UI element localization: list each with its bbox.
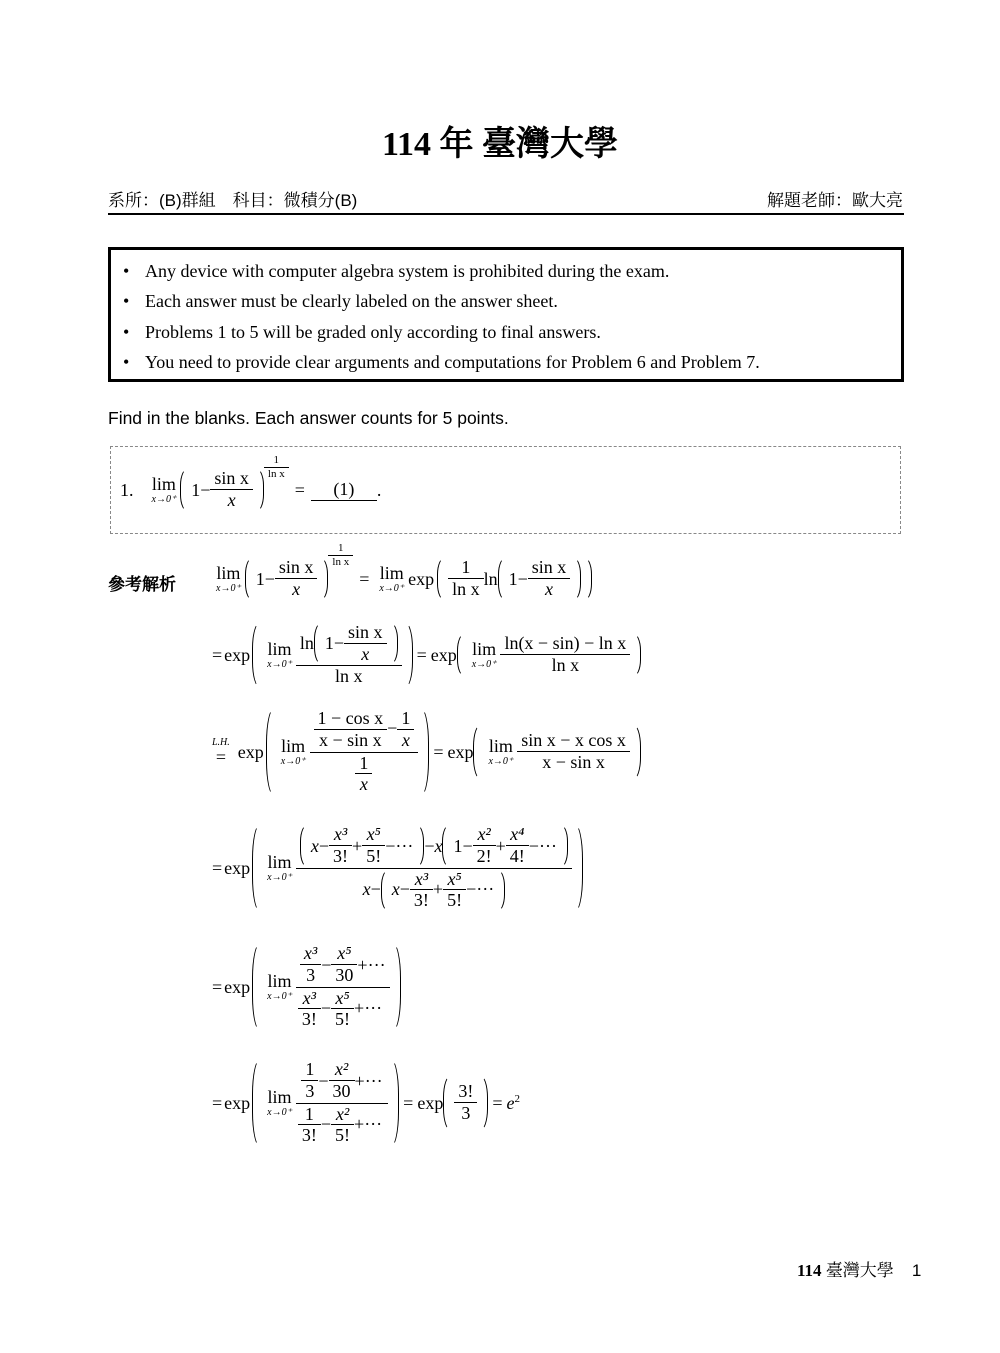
instruction: Find in the blanks. Each answer counts for 5 points. [108, 408, 509, 428]
solution-step-6: = exp lim x→0⁺ $\frac{1}{3}$ − $\frac{\text{x²}}{30}$ + ··· $\frac{1}{3!}$ − $\frac{\text{x²}}{5!}$ + ··· = exp $\frac{3!}{3}$ = $e^2$ [212, 1059, 520, 1146]
header-divider [108, 213, 904, 215]
solution-step-1: lim x→0⁺ 1 − $\frac{\text{sin x}}{x}$ $\frac{1}{\text{ln x}}$ = lim x→0⁺ exp $\frac{1}{\text{ln x}}$ ln 1 − $\frac{\text{sin x}}{x}$ [212, 548, 592, 610]
solution-step-2: = exp lim x→0⁺ ln 1 − $\frac{\text{sin x}}{x}$ ln x = exp lim x→0⁺ $\frac{\text{ln(x − sin) − ln x}}{\text{ln x}}$ [212, 614, 641, 696]
limit-operator: lim x→0⁺ [151, 474, 177, 505]
page-number: 1 [911, 1261, 922, 1280]
exam-rules-box [108, 247, 904, 382]
solution-label: 參考解析 [108, 575, 176, 594]
rule-item: • Problems 1 to 5 will be graded only according to final answers. [145, 317, 901, 347]
page-footer: 114 臺灣大學 1 [797, 1261, 922, 1280]
teacher-name: 解題老師：歐大亮 [767, 191, 903, 210]
problem-1: 1. lim x→0⁺ 1 − $\frac{\text{sin x}}{x}$ $\frac{1}{\text{ln x}}$ = (1) . [120, 454, 382, 511]
solution-step-5: = exp lim x→0⁺ $\frac{\text{x³}}{3}$ − $\frac{\text{x⁵}}{30}$ + ··· $\frac{\text{x³}}{3!}$ − $\frac{\text{x⁵}}{5!}$ + ··· [212, 934, 401, 1040]
problem-number: 1. [120, 479, 134, 500]
department-subject: 系所：(B)群組 科目：微積分(B) [108, 191, 358, 210]
rule-item: • You need to provide clear arguments and computations for Problem 6 and Problem 7. [145, 347, 901, 377]
page-title: 114 年 臺灣大學 [381, 126, 619, 163]
solution-step-4: = exp lim x→0⁺ x − $\frac{\text{x³}}{3!}$ + $\frac{\text{x⁵}}{5!}$ − ··· − x 1 − $\frac{\text{x²}}{2!}$ + $\frac{\text{x⁴}}{4!}$ − ··· x − x − $\frac{\text{x³}}{3!}$ + $\frac{\text{x⁵}}{5!}$ − ··· [212, 812, 583, 924]
rule-item: • Each answer must be clearly labeled on the answer sheet. [145, 286, 901, 316]
rule-item: • Any device with computer algebra system is prohibited during the exam. [145, 256, 901, 286]
answer-blank: (1) [311, 479, 377, 501]
solution-step-3: L.H. = exp lim x→0⁺ $\frac{\text{1 − cos x}}{\text{x − sin x}}$ − $\frac{1}{x}$ $\frac{1}{x}$ = exp lim x→0⁺ $\frac{\text{sin x − x cos x}}{\text{x − sin x}}$ [212, 702, 641, 802]
final-answer: $e^2$ [506, 1092, 520, 1113]
